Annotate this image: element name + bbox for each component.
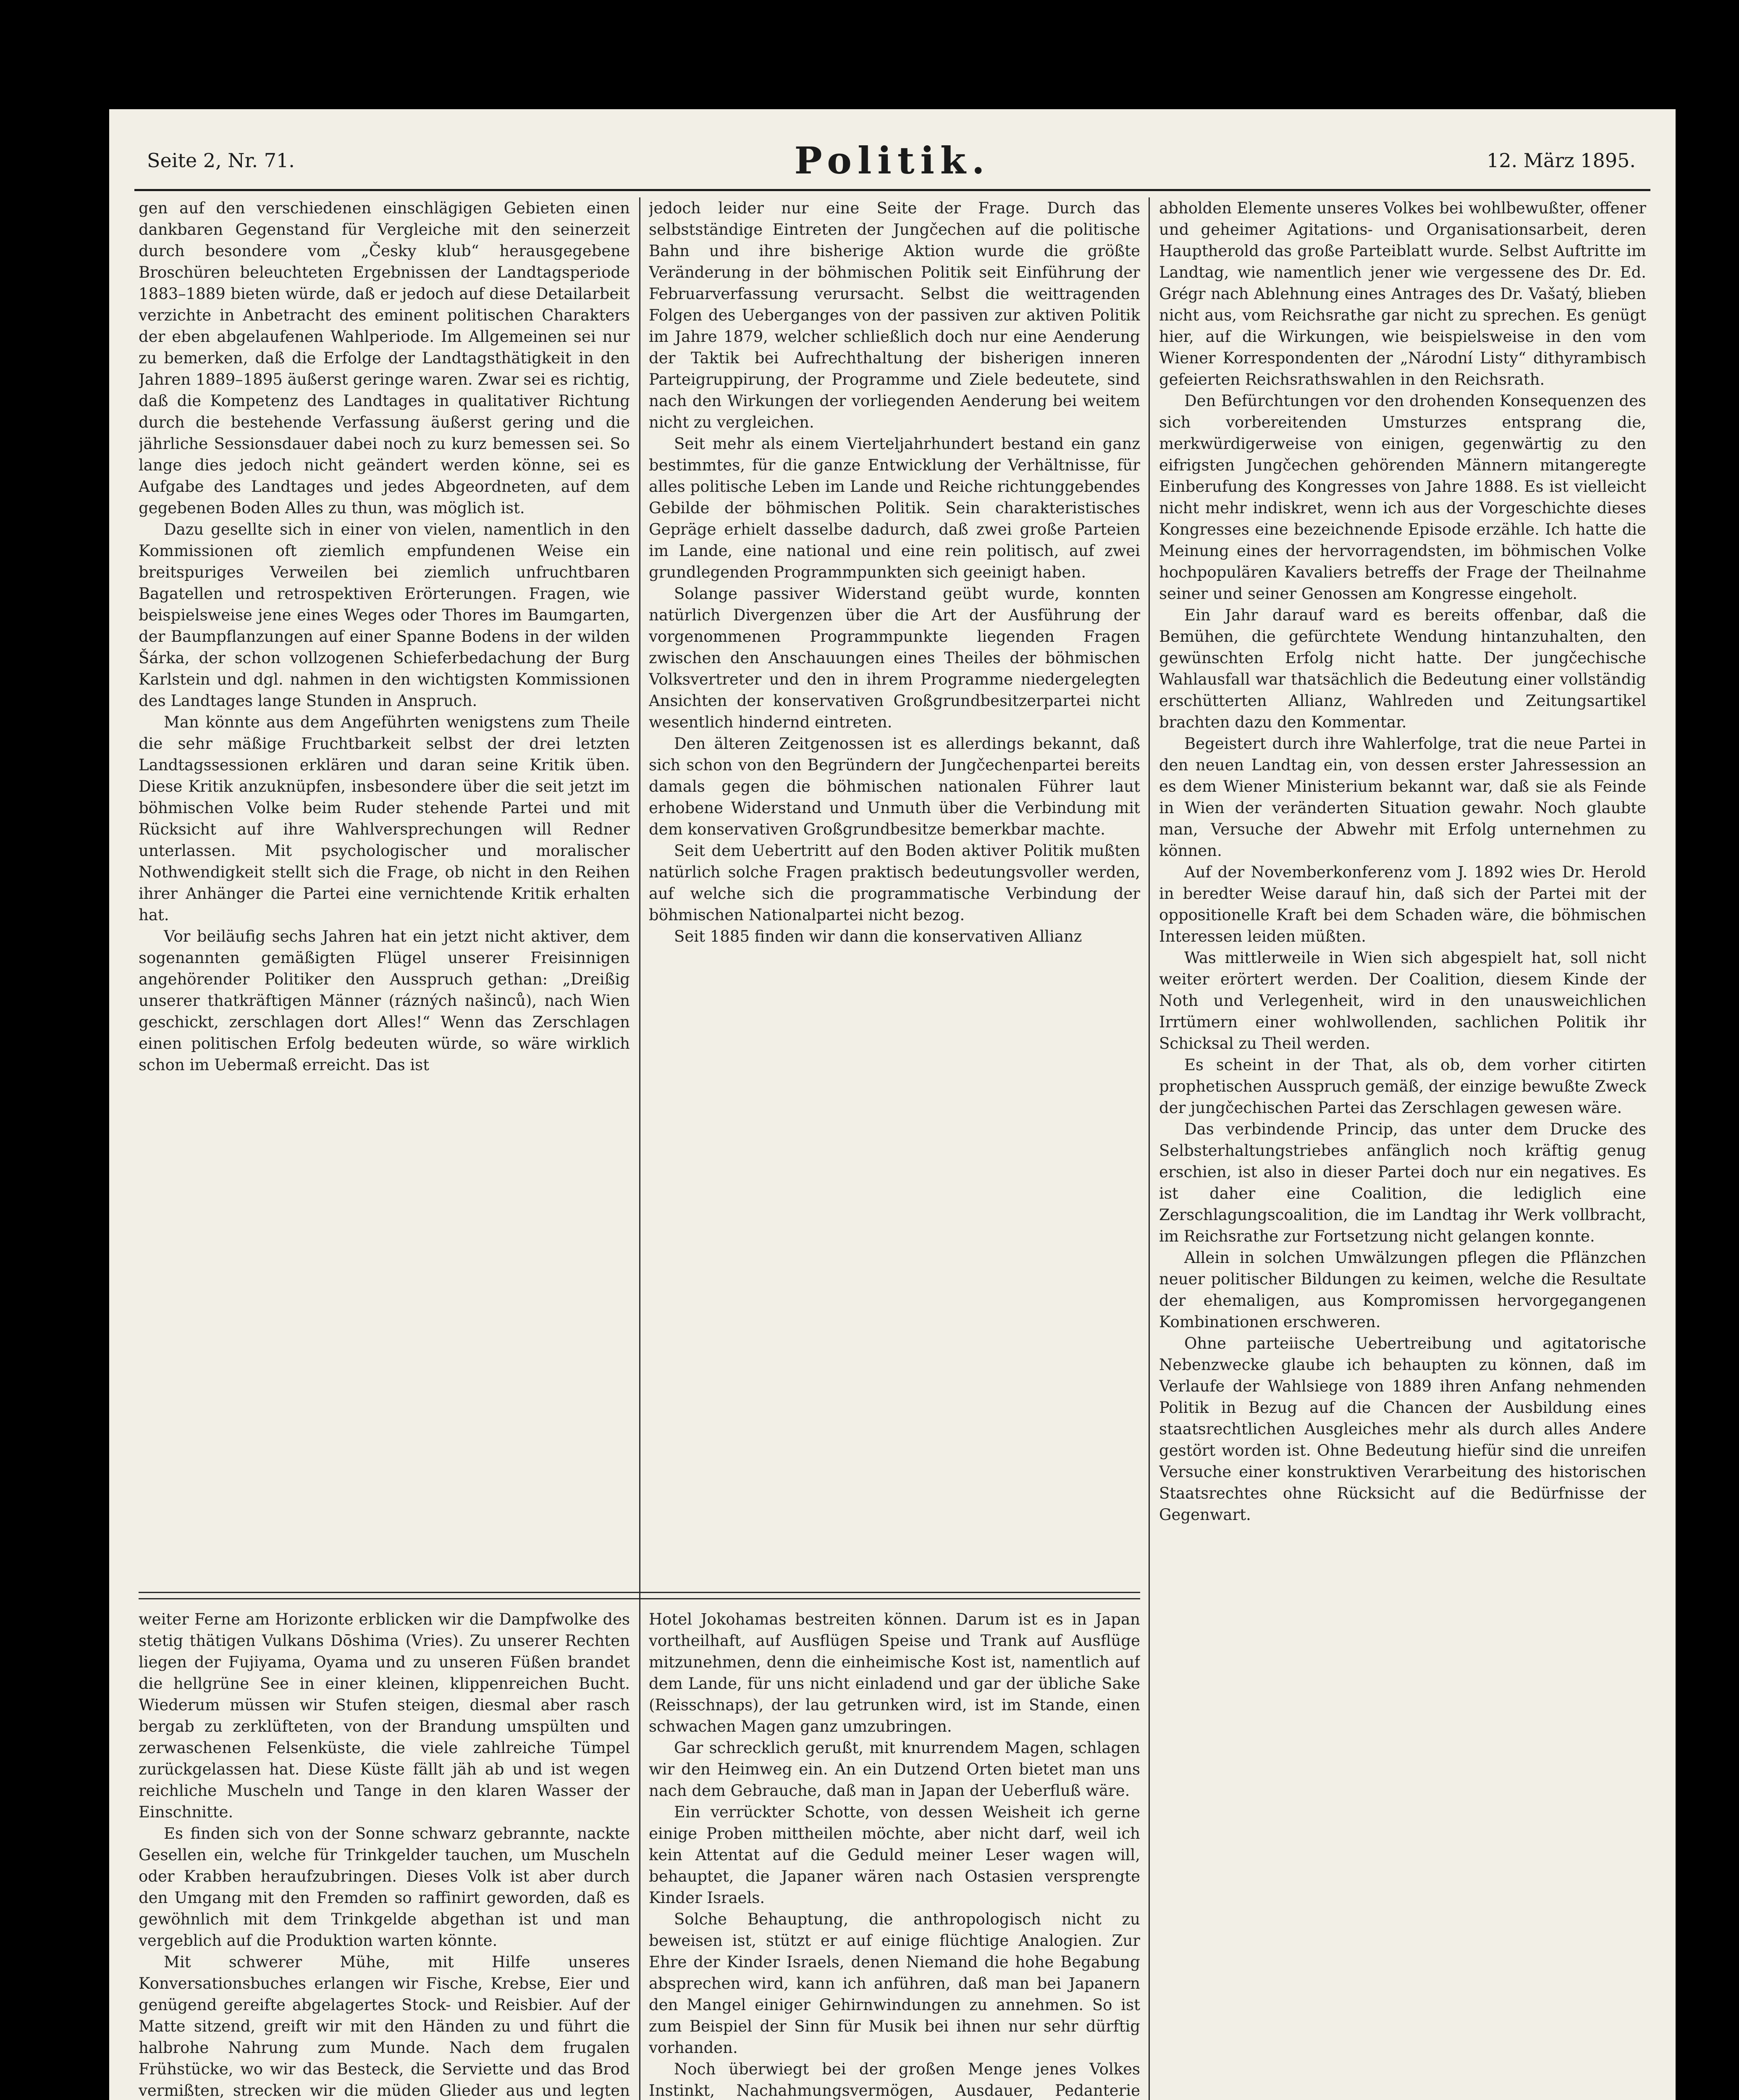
- header-rule: [134, 189, 1650, 191]
- paragraph: Ohne parteiische Uebertreibung und agitatorische Nebenzwecke glaube ich behaupten zu können, daß im Verlaufe der Wahlsiege von 1889 ihren Anfang nehmenden Politik in Bezug auf die Chancen der Ausbildung eines staatsrechtlichen Ausgleiches mehr als durch alles Andere gestört worden ist. Ohne Bedeutung hiefür sind die unreifen Versuche einer konstruktiven Verarbeitung des historischen Staatsrechtes ohne Rücksicht auf die Bedürfnisse der Gegenwart.: [1159, 1334, 1646, 1524]
- paragraph: Seit mehr als einem Vierteljahrhundert bestand ein ganz bestimmtes, für die ganze Entwicklung der Verhältnisse, für alles politische Leben im Lande und Reiche richtunggebendes Gebilde der böhmischen Politik. Sein charakteristisches Gepräge erhielt dasselbe dadurch, daß zwei große Parteien im Lande, eine national und eine rein politisch, auf zwei grundlegenden Programmpunkten sich geeinigt haben.: [649, 435, 1140, 581]
- paragraph: Seit 1885 finden wir dann die konservativen Allianz: [674, 927, 1082, 945]
- paragraph: Das verbindende Princip, das unter dem Drucke des Selbsterhaltungstriebes anfänglich noch kräftig genug erschien, ist also in dieser Partei doch nur ein negatives. Es ist daher eine Coalition, die lediglich eine Zerschlagungscoalition, die im Landtag ihr Werk vollbracht, im Reichsrathe zur Fortsetzung nicht gelangen konnte.: [1159, 1120, 1646, 1245]
- feuilleton-separator: [139, 1592, 1140, 1599]
- column-divider: [1149, 197, 1150, 2100]
- feuilleton-column-1: [139, 1609, 630, 2100]
- paragraph: Dazu gesellte sich in einer von vielen, namentlich in den Kommissionen oft ziemlich empfundenen Weise ein breitspuriges Verweilen bei ziemlich unfruchtbaren Bagatellen und retrospektiven Erörterungen. Fragen, wie beispielsweise jene eines Weges oder Thores im Baumgarten, der Baumpflanzungen auf einer Spanne Bodens in der wilden Šárka, der schon vollzogenen Schieferbedachung der Burg Karlstein und dgl. nahmen in den wichtigsten Kommissionen des Landtages lange Stunden in Anspruch.: [139, 520, 630, 710]
- paragraph: Seit dem Uebertritt auf den Boden aktiver Politik mußten natürlich solche Fragen praktisch bedeutungsvoller werden, auf welche sich die programmatische Verbindung der böhmischen Nationalpartei nicht bezog.: [649, 842, 1140, 924]
- paragraph: weiter Ferne am Horizonte erblicken wir die Dampfwolke des stetig thätigen Vulkans Dōshima (Vries). Zu unserer Rechten liegen der Fujiyama, Oyama und zu unseren Füßen brandet die hellgrüne See in einer kleinen, klippenreichen Bucht. Wiederum müssen wir Stufen steigen, diesmal aber rasch bergab zu zerklüfteten, von der Brandung umspülten und zerwaschenen Felsenküste, die viele zahlreiche Tümpel zurückgelassen hat. Diese Küste fällt jäh ab und ist wegen reichliche Muscheln und Tange in den klaren Wasser der Einschnitte.: [139, 1610, 630, 1821]
- paragraph: Begeistert durch ihre Wahlerfolge, trat die neue Partei in den neuen Landtag ein, von dessen erster Jahressession an es dem Wiener Ministerium bekannt war, daß sie als Feinde in Wien der veränderten Situation gewahr. Noch glaubte man, Versuche der Abwehr mit Erfolg unternehmen zu können.: [1159, 735, 1646, 860]
- paragraph: Allein in solchen Umwälzungen pflegen die Pflänzchen neuer politischer Bildungen zu keimen, welche die Resultate der ehemaligen, aus Kompromissen hervorgegangenen Kombinationen erschweren.: [1159, 1249, 1646, 1331]
- feuilleton-column-2: [649, 1609, 1140, 2100]
- column-divider: [639, 197, 640, 2100]
- paragraph: Hotel Jokohamas bestreiten können. Darum ist es in Japan vortheilhaft, auf Ausflügen Speise und Trank auf Ausflüge mitzunehmen, denn die einheimische Kost ist, namentlich auf dem Lande, für uns nicht einladend und gar der übliche Sake (Reisschnaps), der lau getrunken wird, ist im Stande, einen schwachen Magen ganz umzubringen.: [649, 1610, 1140, 1735]
- paragraph: Es finden sich von der Sonne schwarz gebrannte, nackte Gesellen ein, welche für Trinkgelder tauchen, um Muscheln oder Krabben heraufzubringen. Dieses Volk ist aber durch den Umgang mit den Fremden so raffinirt geworden, daß es gewöhnlich mit dem Trinkgelde abgethan ist und man vergeblich auf die Produktion warten könnte.: [139, 1824, 630, 1950]
- paragraph: Ein verrückter Schotte, von dessen Weisheit ich gerne einige Proben mittheilen möchte, aber nicht darf, weil ich kein Attentat auf die Geduld meiner Leser wagen will, behauptet, die Japaner wären nach Ostasien versprengte Kinder Israels.: [649, 1803, 1140, 1907]
- paragraph: Auf der Novemberkonferenz vom J. 1892 wies Dr. Herold in beredter Weise darauf hin, daß sich der Partei mit der oppositionelle Kraft bei dem Schaden wäre, die böhmischen Interessen leiden müßten.: [1159, 863, 1646, 945]
- section-title: Politik.: [794, 139, 991, 182]
- paragraph: Noch überwiegt bei der großen Menge jenes Volkes Instinkt, Nachahmungsvermögen, Ausdauer, Pedanterie: [649, 2060, 1140, 2100]
- paragraph: Mit schwerer Mühe, mit Hilfe unseres Konversationsbuches erlangen wir Fische, Krebse, Eier und genügend gereifte abgelagertes Stock- und Reisbier. Auf der Matte sitzend, greift wir mit den Händen zu und führt die halbrohe Nahrung zum Munde. Nach dem frugalen Frühstücke, wo wir das Besteck, die Serviette und das Brod vermißten, strecken wir die müden Glieder aus und legten: [139, 1953, 630, 2100]
- paragraph: Gar schrecklich gerußt, mit knurrendem Magen, schlagen wir den Heimweg ein. An ein Dutzend Orten bietet man uns nach dem Gebrauche, daß man in Japan der Ueberfluß wäre.: [649, 1739, 1140, 1800]
- paragraph: Was mittlerweile in Wien sich abgespielt hat, soll nicht weiter erörtert werden. Der Coalition, diesem Kinde der Noth und Verlegenheit, wird in den unausweichlichen Irrtümern einer wohlwollenden, sachlichen Politik ihr Schicksal zu Theil werden.: [1159, 949, 1646, 1053]
- newspaper-page: [109, 109, 1676, 2100]
- paragraph: Solange passiver Widerstand geübt wurde, konnten natürlich Divergenzen über die Art der Ausführung der vorgenommenen Programmpunkte liegenden Fragen zwischen den Anschauungen eines Theiles der böhmischen Volksvertreter und den in ihrem Programme niedergelegten Ansichten der konservativen Großgrundbesitzerpartei nicht wesentlich hindernd eintreten.: [649, 585, 1140, 731]
- paragraph: Solche Behauptung, die anthropologisch nicht zu beweisen ist, stützt er auf einige flüchtige Analogien. Zur Ehre der Kinder Israels, denen Niemand die hohe Begabung absprechen wird, kann ich anführen, daß man bei Japanern den Mangel einiger Gehirnwindungen zu annehmen. So ist zum Beispiel der Sinn für Musik bei ihnen nur sehr dürftig vorhanden.: [649, 1910, 1140, 2057]
- paragraph: Den Befürchtungen vor den drohenden Konsequenzen des sich vorbereitenden Umsturzes entsprang die, merkwürdigerweise von einigen, gegenwärtig zu den eifrigsten Jungčechen gehörenden Männern mitangeregte Einberufung des Kongresses von Jahre 1888. Es ist vielleicht nicht mehr indiskret, wenn ich aus der Vorgeschichte dieses Kongresses eine bezeichnende Episode erzähle. Ich hatte die Meinung eines der hervorragendsten, im böhmischen Volke hochpopulären Kavaliers betreffs der Frage der Theilnahme seiner und seiner Genossen am Kongresse eingeholt.: [1159, 392, 1646, 603]
- paragraph: Den älteren Zeitgenossen ist es allerdings bekannt, daß sich schon von den Begründern der Jungčechenpartei bereits damals gegen die böhmischen nationalen Führer laut erhobene Widerstand und Unmuth über die Verbindung mit dem konservativen Großgrundbesitze bemerkbar machte.: [649, 735, 1140, 838]
- page-number: Seite 2, Nr. 71.: [147, 149, 295, 172]
- paragraph: abholden Elemente unseres Volkes bei wohlbewußter, offener und geheimer Agitations- und Organisationsarbeit, deren Hauptherold das große Parteiblatt wurde. Selbst Auftritte im Landtag, wie namentlich jener wie vergessene des Dr. Ed. Grégr nach Ablehnung eines Antrages des Dr. Vašatý, blieben nicht aus, vom Reichsrathe gar nicht zu sprechen. Es genügt hier, auf die Wirkungen, wie beispielsweise in den vom Wiener Korrespondenten der „Národní Listy“ dithyrambisch gefeierten Reichsrathswahlen in den Reichsrath.: [1159, 199, 1646, 388]
- paragraph: gen auf den verschiedenen einschlägigen Gebieten einen dankbaren Gegenstand für Vergleiche mit den seinerzeit durch besondere vom „Česky klub“ herausgegebene Broschüren beleuchteten Ergebnissen der Landtagsperiode 1883–1889 bieten würde, daß er jedoch auf diese Detailarbeit verzichte in Anbetracht des eminent politischen Charakters der eben abgelaufenen Wahlperiode. Im Allgemeinen sei nur zu bemerken, daß die Erfolge der Landtagsthätigkeit in den Jahren 1889–1895 äußerst geringe waren. Zwar sei es richtig, daß die Kompetenz des Landtages in qualitativer Richtung durch die bestehende Verfassung äußerst gering und die jährliche Sessionsdauer dabei noch zu kurz bemessen sei. So lange dies jedoch nicht geändert werden könne, sei es Aufgabe des Landtages und jedes Abgeordneten, auf dem gegebenen Boden Alles zu thun, was möglich ist.: [139, 199, 630, 517]
- paragraph: Ein Jahr darauf ward es bereits offenbar, daß die Bemühen, die gefürchtete Wendung hintanzuhalten, den gewünschten Erfolg nicht hatte. Der jungčechische Wahlausfall war thatsächlich die Bedeutung einer vollständig erschütterten Allianz, Wahlreden und Zeitungsartikel brachten dazu den Kommentar.: [1159, 606, 1646, 731]
- paragraph: Man könnte aus dem Angeführten wenigstens zum Theile die sehr mäßige Fruchtbarkeit selbst der drei letzten Landtagssessionen erklären und daran seine Kritik üben. Diese Kritik anzuknüpfen, insbesondere über die seit jetzt im böhmischen Volke beim Ruder stehende Partei und mit Rücksicht auf ihre Wahlversprechungen will Redner unterlassen. Mit psychologischer und moralischer Nothwendigkeit stellt sich die Frage, ob nicht in den Reihen ihrer Anhänger die Partei eine vernichtende Kritik erhalten hat.: [139, 713, 630, 924]
- politics-column-2: [649, 197, 1140, 1579]
- issue-date: 12. März 1895.: [1487, 149, 1636, 172]
- paragraph: Es scheint in der That, als ob, dem vorher citirten prophetischen Ausspruch gemäß, der einzige bewußte Zweck der jungčechischen Partei das Zerschlagen gewesen wäre.: [1159, 1056, 1646, 1117]
- politics-column-3: [1159, 197, 1646, 2100]
- politics-column-1: [139, 197, 630, 1579]
- paragraph: jedoch leider nur eine Seite der Frage. Durch das selbstständige Eintreten der Jungčechen auf die politische Bahn und ihre bisherige Aktion wurde die größte Veränderung in der böhmischen Politik seit Einführung der Februarverfassung verursacht. Selbst die weittragenden Folgen des Ueberganges von der passiven zur aktiven Politik im Jahre 1879, welcher schließlich doch nur eine Aenderung der Taktik bei Aufrechthaltung der bisherigen inneren Parteigruppirung, der Programme und Ziele bedeutete, sind nach den Wirkungen der vorliegenden Aenderung bei weitem nicht zu vergleichen.: [649, 199, 1140, 431]
- paragraph: Vor beiläufig sechs Jahren hat ein jetzt nicht aktiver, dem sogenannten gemäßigten Flügel unserer Freisinnigen angehörender Politiker den Ausspruch gethan: „Dreißig unserer thatkräftigen Männer (rázných našinců), nach Wien geschickt, zerschlagen dort Alles!“ Wenn das Zerschlagen einen politischen Erfolg bedeuten würde, so wäre wirklich schon im Uebermaß erreicht. Das ist: [139, 927, 630, 1074]
